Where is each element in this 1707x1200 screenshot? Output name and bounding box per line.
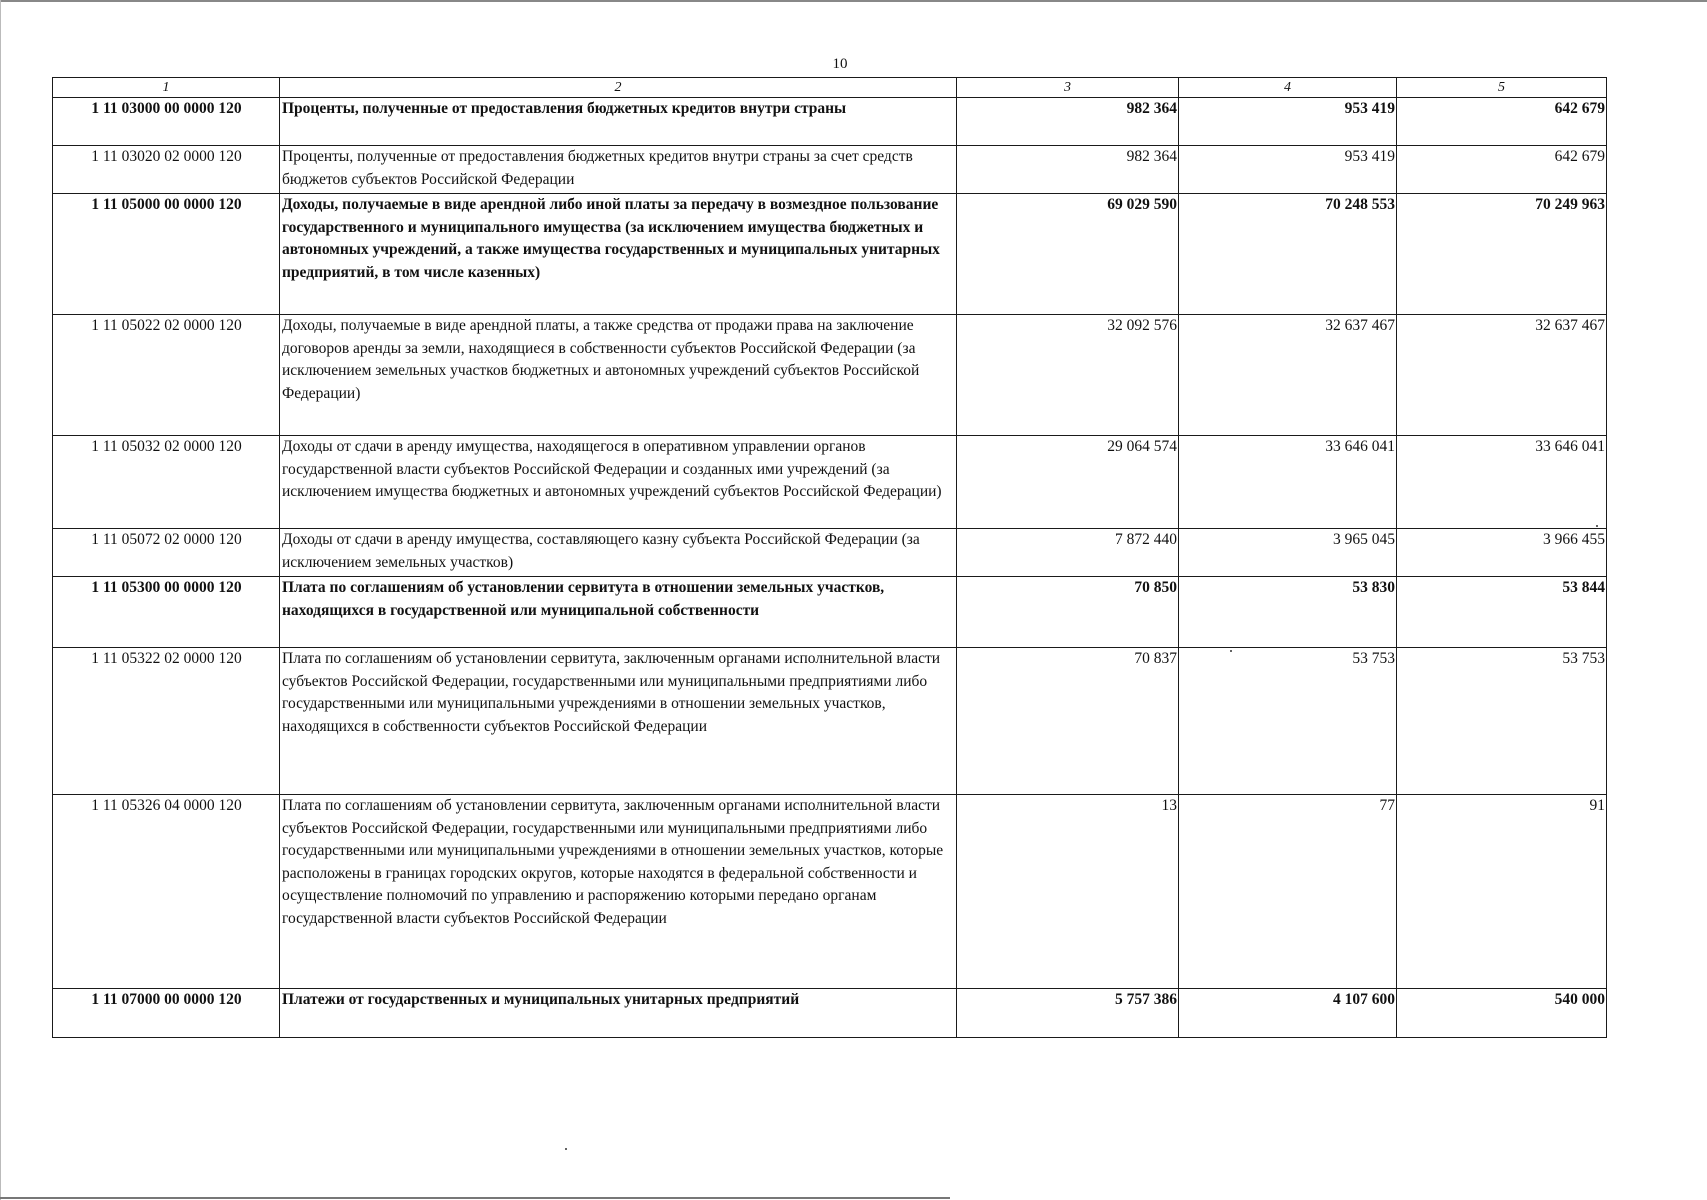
revenue-name: Плата по соглашениям об установлении сервитута, заключенным органами исполнительной власти субъектов Российской Федерации, государственными или муниципальными предприятиями либо государственными или муниципальными учреждениями в отношении земельных участков, находящихся в собственности субъектов Российской Федерации <box>280 648 957 795</box>
budget-code: 1 11 05000 00 0000 120 <box>53 194 280 315</box>
column-header-4: 4 <box>1179 78 1397 98</box>
scan-edge-left <box>0 0 1 1200</box>
amount-col-3: 982 364 <box>957 98 1179 146</box>
table-row <box>53 795 1607 989</box>
revenue-name: Плата по соглашениям об установлении сервитута в отношении земельных участков, находящихся в государственной или муниципальной собственности <box>280 577 957 648</box>
revenue-name: Платежи от государственных и муниципальных унитарных предприятий <box>280 989 957 1038</box>
amount-col-4: 33 646 041 <box>1179 436 1397 529</box>
amount-col-3: 7 872 440 <box>957 529 1179 577</box>
amount-col-4: 953 419 <box>1179 146 1397 194</box>
scan-edge-bottom <box>0 1197 950 1199</box>
budget-code: 1 11 05326 04 0000 120 <box>53 795 280 989</box>
amount-col-3: 69 029 590 <box>957 194 1179 315</box>
column-number-header-row <box>53 78 1607 98</box>
budget-code: 1 11 05322 02 0000 120 <box>53 648 280 795</box>
column-header-3: 3 <box>957 78 1179 98</box>
budget-code: 1 11 05300 00 0000 120 <box>53 577 280 648</box>
column-header-2: 2 <box>280 78 957 98</box>
amount-col-3: 5 757 386 <box>957 989 1179 1038</box>
amount-col-3: 70 850 <box>957 577 1179 648</box>
amount-col-3: 13 <box>957 795 1179 989</box>
scan-speck <box>565 1148 567 1150</box>
column-header-5: 5 <box>1397 78 1607 98</box>
table-row <box>53 98 1607 146</box>
revenue-name: Доходы от сдачи в аренду имущества, составляющего казну субъекта Российской Федерации (за исключением земельных участков) <box>280 529 957 577</box>
revenue-name: Доходы от сдачи в аренду имущества, находящегося в оперативном управлении органов государственной власти субъектов Российской Федерации и созданных ими учреждений (за исключением имущества бюджетных и автономных учреждений субъектов Российской Федерации) <box>280 436 957 529</box>
amount-col-4: 32 637 467 <box>1179 315 1397 436</box>
table-row <box>53 315 1607 436</box>
amount-col-4: 3 965 045 <box>1179 529 1397 577</box>
budget-revenue-table <box>52 77 1607 1038</box>
revenue-name: Доходы, получаемые в виде арендной либо иной платы за передачу в возмездное пользование государственного и муниципального имущества (за исключением имущества бюджетных и автономных учреждений, а также имущества государственных и муниципальных унитарных предприятий, в том числе казенных) <box>280 194 957 315</box>
budget-code: 1 11 03000 00 0000 120 <box>53 98 280 146</box>
column-header-1: 1 <box>53 78 280 98</box>
page-number: 10 <box>832 56 848 72</box>
amount-col-4: 53 753 <box>1179 648 1397 795</box>
scan-edge-top <box>0 0 1707 2</box>
amount-col-5: 540 000 <box>1397 989 1607 1038</box>
amount-col-5: 53 844 <box>1397 577 1607 648</box>
amount-col-5: 53 753 <box>1397 648 1607 795</box>
table-row <box>53 989 1607 1038</box>
amount-col-3: 29 064 574 <box>957 436 1179 529</box>
budget-code: 1 11 05022 02 0000 120 <box>53 315 280 436</box>
table-row <box>53 436 1607 529</box>
revenue-name: Проценты, полученные от предоставления бюджетных кредитов внутри страны за счет средств бюджетов субъектов Российской Федерации <box>280 146 957 194</box>
amount-col-5: 70 249 963 <box>1397 194 1607 315</box>
amount-col-5: 32 637 467 <box>1397 315 1607 436</box>
amount-col-3: 32 092 576 <box>957 315 1179 436</box>
amount-col-4: 53 830 <box>1179 577 1397 648</box>
amount-col-4: 953 419 <box>1179 98 1397 146</box>
amount-col-5: 642 679 <box>1397 146 1607 194</box>
budget-code: 1 11 07000 00 0000 120 <box>53 989 280 1038</box>
revenue-name: Проценты, полученные от предоставления бюджетных кредитов внутри страны <box>280 98 957 146</box>
amount-col-3: 982 364 <box>957 146 1179 194</box>
table-row <box>53 648 1607 795</box>
amount-col-5: 3 966 455 <box>1397 529 1607 577</box>
amount-col-5: 91 <box>1397 795 1607 989</box>
amount-col-5: 642 679 <box>1397 98 1607 146</box>
amount-col-4: 4 107 600 <box>1179 989 1397 1038</box>
amount-col-4: 70 248 553 <box>1179 194 1397 315</box>
amount-col-3: 70 837 <box>957 648 1179 795</box>
table-row <box>53 194 1607 315</box>
revenue-name: Доходы, получаемые в виде арендной платы, а также средства от продажи права на заключение договоров аренды за земли, находящиеся в собственности субъектов Российской Федерации (за исключением земельных участков бюджетных и автономных учреждений субъектов Российской Федерации) <box>280 315 957 436</box>
budget-code: 1 11 05032 02 0000 120 <box>53 436 280 529</box>
revenue-name: Плата по соглашениям об установлении сервитута, заключенным органами исполнительной власти субъектов Российской Федерации, государственными или муниципальными предприятиями либо государственными или муниципальными учреждениями в отношении земельных участков, которые расположены в границах городских округов, которые находятся в федеральной собственности и осуществление полномочий по управлению и распоряжению которыми передано органам государственной власти субъектов Российской Федерации <box>280 795 957 989</box>
amount-col-5: 33 646 041 <box>1397 436 1607 529</box>
budget-code: 1 11 03020 02 0000 120 <box>53 146 280 194</box>
budget-code: 1 11 05072 02 0000 120 <box>53 529 280 577</box>
table-row <box>53 577 1607 648</box>
table-row <box>53 529 1607 577</box>
table-row <box>53 146 1607 194</box>
amount-col-4: 77 <box>1179 795 1397 989</box>
